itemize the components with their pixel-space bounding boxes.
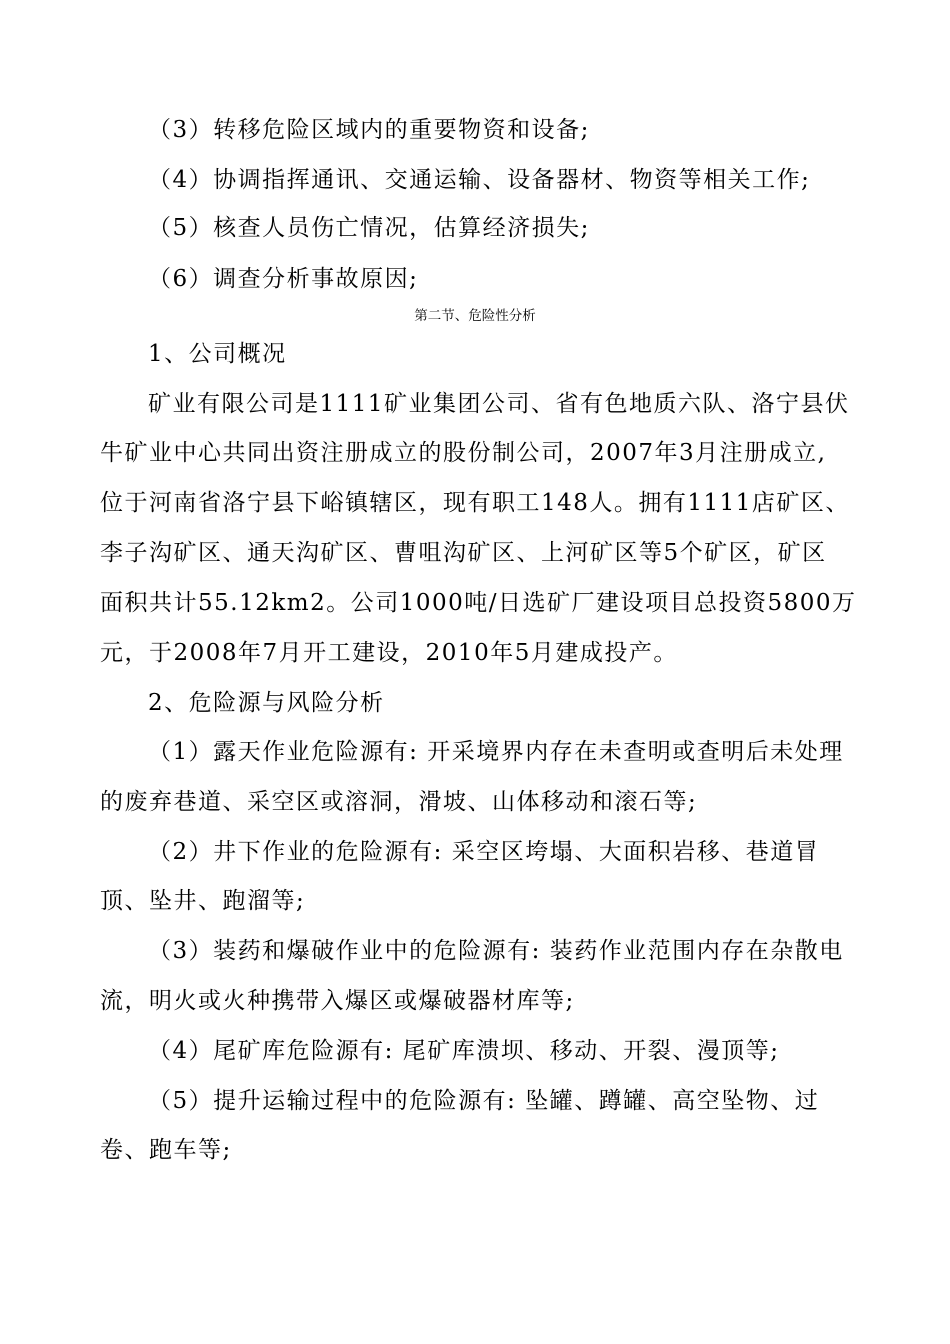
paragraph-line: （5）提升运输过程中的危险源有: 坠罐、蹲罐、高空坠物、过 xyxy=(148,1088,820,1114)
list-item: （4）协调指挥通讯、交通运输、设备器材、物资等相关工作; xyxy=(148,167,811,193)
list-item: （6）调查分析事故原因; xyxy=(148,266,419,292)
section-heading: 1、公司概况 xyxy=(148,341,287,367)
list-item: （3）转移危险区域内的重要物资和设备; xyxy=(148,117,590,143)
paragraph-line: 顶、坠井、跑溜等; xyxy=(100,888,306,914)
paragraph-line: 卷、跑车等; xyxy=(100,1137,232,1163)
paragraph-line: 矿业有限公司是1111矿业集团公司、省有色地质六队、洛宁县伏 xyxy=(148,391,850,417)
paragraph-line: 李子沟矿区、通天沟矿区、曹咀沟矿区、上河矿区等5个矿区，矿区 xyxy=(100,540,827,566)
paragraph-line: （2）井下作业的危险源有: 采空区垮塌、大面积岩移、巷道冒 xyxy=(148,839,820,865)
paragraph-line: 位于河南省洛宁县下峪镇辖区，现有职工148人。拥有1111店矿区、 xyxy=(100,490,850,516)
paragraph-line: （3）装药和爆破作业中的危险源有: 装药作业范围内存在杂散电 xyxy=(148,938,844,964)
paragraph-line: 牛矿业中心共同出资注册成立的股份制公司，2007年3月注册成立, xyxy=(100,440,827,466)
paragraph-line: 的废弃巷道、采空区或溶洞，滑坡、山体移动和滚石等; xyxy=(100,789,698,815)
section-title: 第二节、危险性分析 xyxy=(414,308,536,324)
list-item: （5）核查人员伤亡情况，估算经济损失; xyxy=(148,215,590,241)
paragraph-line: （1）露天作业危险源有: 开采境界内存在未查明或查明后未处理 xyxy=(148,739,844,765)
paragraph-line: 元，于2008年7月开工建设，2010年5月建成投产。 xyxy=(100,640,678,666)
paragraph-line: 流，明火或火种携带入爆区或爆破器材库等; xyxy=(100,988,575,1014)
paragraph-line: 面积共计55.12km2。公司1000吨/日选矿厂建设项目总投资5800万 xyxy=(100,590,857,616)
section-heading: 2、危险源与风险分析 xyxy=(148,690,385,716)
paragraph-line: （4）尾矿库危险源有: 尾矿库溃坝、移动、开裂、漫顶等; xyxy=(148,1038,780,1064)
